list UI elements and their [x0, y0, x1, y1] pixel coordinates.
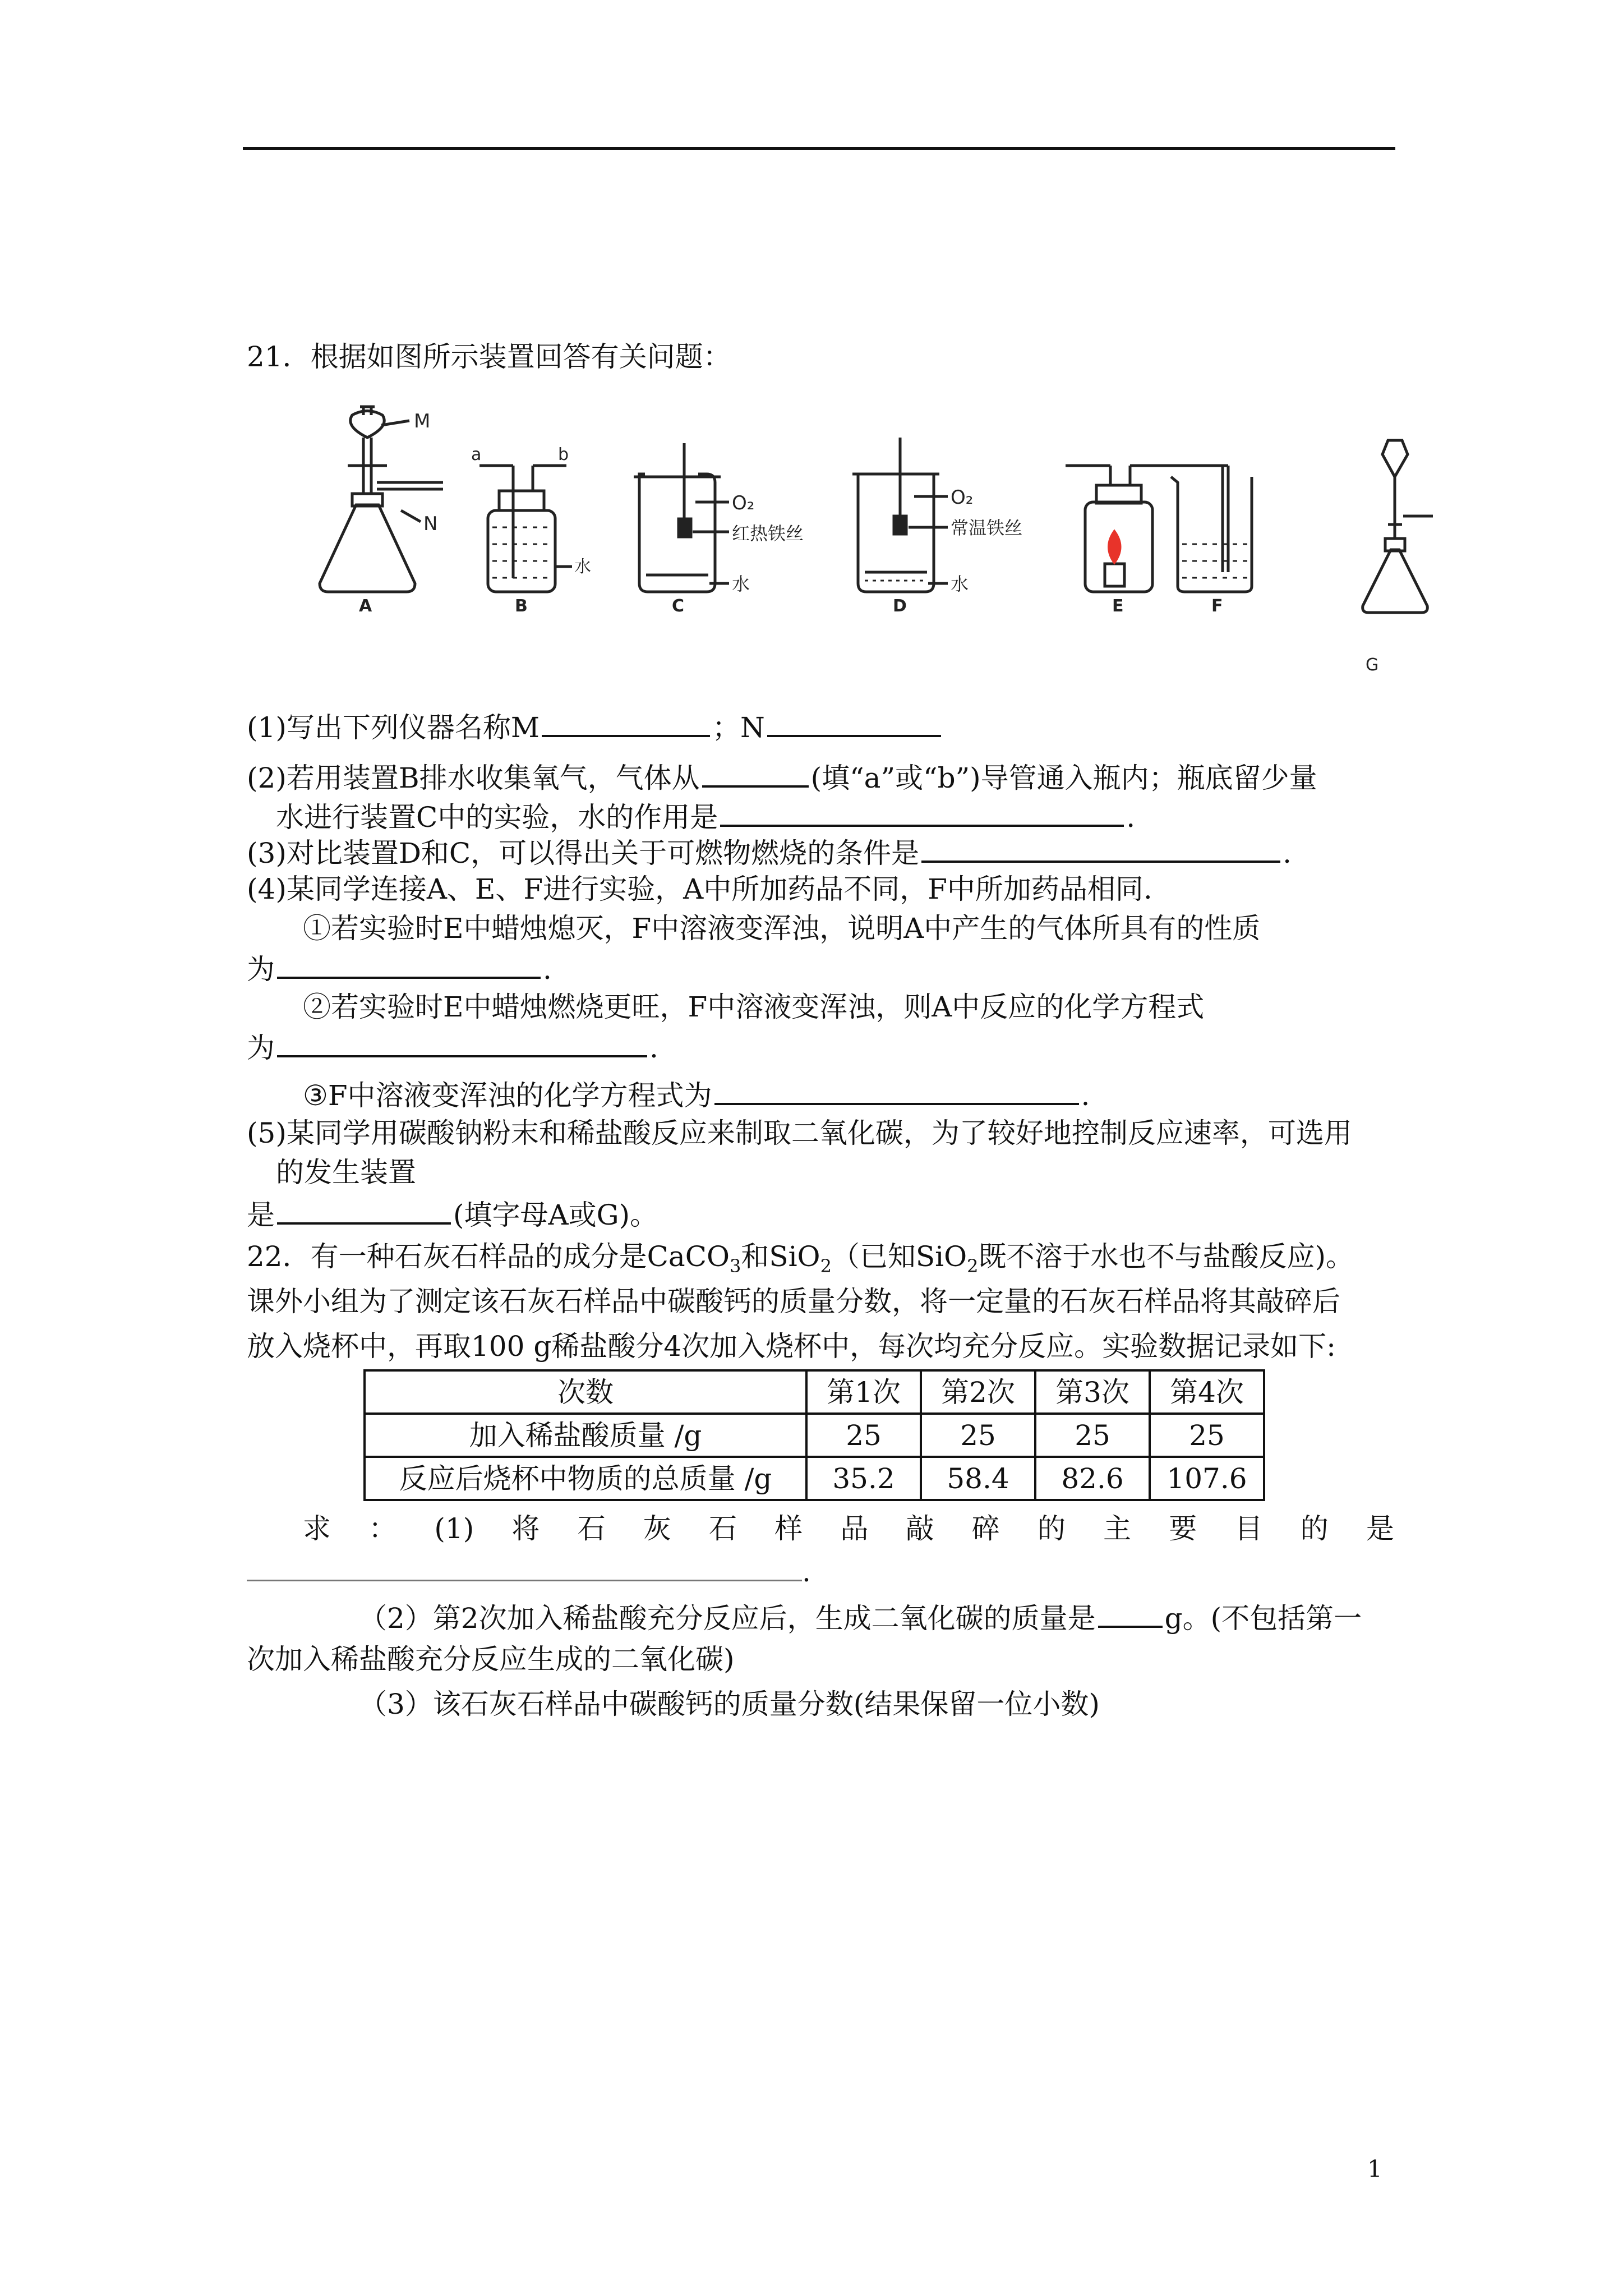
answer-blank-gas-property[interactable]: [277, 951, 541, 979]
label-water-b: 水: [574, 557, 591, 577]
label-G: G: [1366, 655, 1379, 675]
table-header-cell: 第3次: [1035, 1370, 1150, 1414]
label-A: A: [359, 596, 372, 616]
q21-part4-1-line1: ①若实验时E中蜡烛熄灭，F中溶液变浑浊，说明A中产生的气体所具有的性质: [303, 912, 1261, 945]
q22-part1-answer: .: [247, 1554, 811, 1589]
table-row: [365, 1457, 1264, 1500]
q22-line3: 放入烧杯中，再取100 g稀盐酸分4次加入烧杯中，每次均充分反应。实验数据记录如下:: [247, 1330, 1336, 1363]
apparatus-b: [479, 466, 572, 592]
label-hot-wire: 红热铁丝: [732, 523, 804, 544]
answer-blank-m[interactable]: [542, 709, 710, 737]
answer-blank-device[interactable]: [277, 1197, 451, 1225]
table-header-cell: 第1次: [806, 1370, 921, 1414]
q22-part3: （3）该石灰石样品中碳酸钙的质量分数(结果保留一位小数): [359, 1688, 1100, 1720]
table-header-cell: 第4次: [1150, 1370, 1264, 1414]
q21-part5-line1: (5)某同学用碳酸钠粉末和稀盐酸反应来制取二氧化碳，为了较好地控制反应速率，可选用: [247, 1117, 1352, 1149]
label-B: B: [515, 596, 528, 616]
answer-blank-co2-mass[interactable]: [1098, 1600, 1163, 1628]
label-cold-wire: 常温铁丝: [951, 517, 1023, 539]
q21-title: 21．根据如图所示装置回答有关问题：: [247, 341, 731, 373]
label-o2-c: O₂: [732, 492, 755, 514]
table-header-cell: 次数: [365, 1370, 806, 1414]
table-cell: 25: [1150, 1414, 1264, 1457]
q21-part2-line1: (2)若用装置B排水收集氧气，气体从 (填“a”或“b”)导管通入瓶内；瓶底留少量: [247, 760, 1317, 795]
q21-part4: (4)某同学连接A、E、F进行实验，A中所加药品不同，F中所加药品相同.: [247, 873, 1152, 905]
q21-part4-1-line2: 为 .: [247, 951, 552, 986]
table-cell: 加入稀盐酸质量 /g: [365, 1414, 806, 1457]
answer-blank-condition[interactable]: [921, 835, 1280, 863]
apparatus-f: [1171, 466, 1252, 592]
apparatus-a: [320, 407, 443, 592]
q21-part4-3: ③F中溶液变浑浊的化学方程式为 .: [303, 1077, 1090, 1112]
answer-blank-equation-f[interactable]: [714, 1077, 1079, 1105]
table-cell: 25: [806, 1414, 921, 1457]
table-cell: 25: [1035, 1414, 1150, 1457]
label-C: C: [672, 596, 685, 616]
label-n: N: [423, 513, 438, 535]
q22-part2-line1: （2）第2次加入稀盐酸充分反应后，生成二氧化碳的质量是 g。(不包括第一: [359, 1600, 1362, 1635]
q22-ask-line: 求 ： (1) 将 石 灰 石 样 品 敲 碎 的 主 要 目 的 是: [303, 1512, 1394, 1545]
candle-flame-icon: [1108, 530, 1121, 564]
label-D: D: [893, 596, 907, 616]
table-cell: 35.2: [806, 1457, 921, 1500]
apparatus-d: [852, 438, 948, 592]
label-E: E: [1112, 596, 1124, 616]
q21-part4-2-line2: 为 .: [247, 1029, 658, 1065]
header-rule: [243, 147, 1395, 150]
q22-line2: 课外小组为了测定该石灰石样品中碳酸钙的质量分数，将一定量的石灰石样品将其敲碎后: [247, 1285, 1340, 1318]
apparatus-figure: [303, 404, 1436, 687]
answer-blank-n[interactable]: [767, 709, 941, 737]
q21-part2-line2: 水进行装置C中的实验，水的作用是 .: [276, 799, 1135, 834]
answer-blank-equation-a[interactable]: [277, 1029, 647, 1057]
table-cell: 58.4: [921, 1457, 1035, 1500]
label-water-d: 水: [951, 573, 969, 595]
label-m: M: [414, 410, 431, 432]
table-cell: 反应后烧杯中物质的总质量 /g: [365, 1457, 806, 1500]
apparatus-e: [1066, 466, 1223, 592]
label-b: b: [558, 445, 569, 464]
label-F: F: [1211, 596, 1223, 616]
table-header-cell: 第2次: [921, 1370, 1035, 1414]
q22-line1: 22．有一种石灰石样品的成分是CaCO$_3$和SiO$_2$（已知SiO$_2$既不溶于水也不与盐酸反应)。: [247, 1240, 1354, 1277]
table-cell: 25: [921, 1414, 1035, 1457]
q21-part1: (1)写出下列仪器名称M ；N: [247, 709, 943, 744]
label-a: a: [471, 445, 482, 464]
q21-part4-2-line1: ②若实验时E中蜡烛燃烧更旺，F中溶液变浑浊，则A中反应的化学方程式: [303, 991, 1205, 1023]
answer-blank-water-role[interactable]: [720, 799, 1124, 827]
table-header-row: [365, 1370, 1264, 1414]
q22-part2-line2: 次加入稀盐酸充分反应生成的二氧化碳): [247, 1643, 735, 1676]
apparatus-diagram: [303, 404, 1436, 684]
q21-part3: (3)对比装置D和C，可以得出关于可燃物燃烧的条件是 .: [247, 835, 1292, 870]
label-o2-d: O₂: [951, 486, 974, 509]
label-water-c: 水: [732, 573, 750, 595]
answer-blank-purpose[interactable]: [247, 1554, 802, 1581]
apparatus-g: [1363, 440, 1433, 613]
page-number: 1: [1367, 2155, 1382, 2183]
experiment-data-table: [363, 1369, 1265, 1501]
q21-part5-line2: 的发生装置: [276, 1156, 416, 1189]
table-cell: 107.6: [1150, 1457, 1264, 1500]
answer-blank-tube[interactable]: [702, 760, 809, 788]
table-row: [365, 1414, 1264, 1457]
apparatus-c: [634, 443, 729, 592]
q21-part5-line3: 是 (填字母A或G)。: [247, 1197, 658, 1232]
table-cell: 82.6: [1035, 1457, 1150, 1500]
